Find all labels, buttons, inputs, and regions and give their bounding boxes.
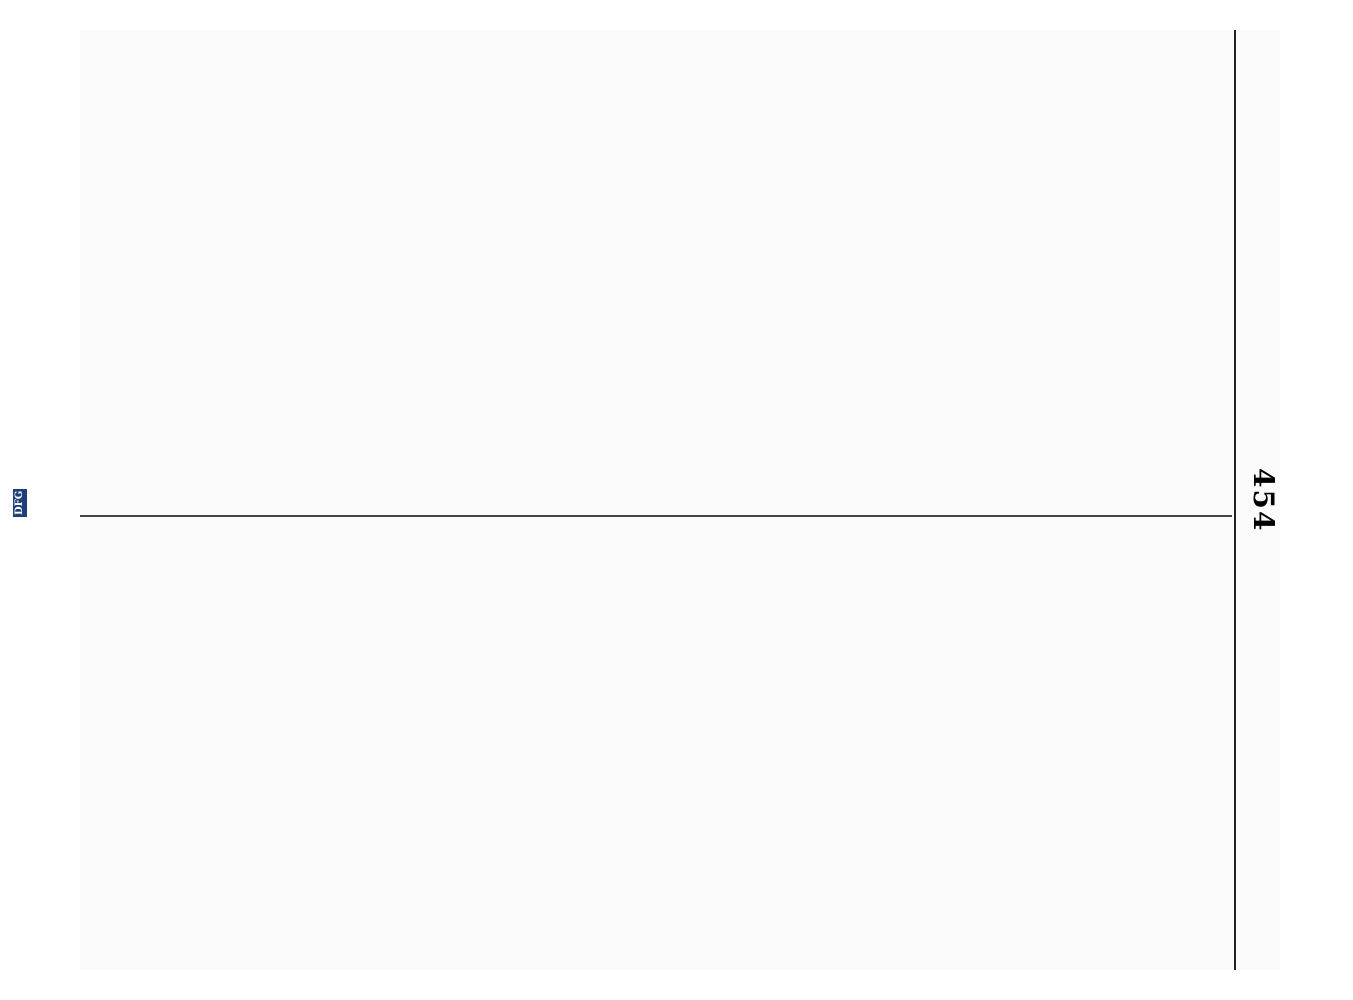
column-divider xyxy=(80,515,1232,517)
digitization-footer xyxy=(0,0,40,1000)
page-header xyxy=(1240,30,1280,970)
document-page xyxy=(80,30,1280,970)
header-rule xyxy=(1234,30,1236,970)
column-left xyxy=(130,40,1230,480)
page-number: 454 xyxy=(1247,467,1280,533)
column-right xyxy=(130,525,1230,965)
dfg-logo: DFG xyxy=(14,490,25,516)
